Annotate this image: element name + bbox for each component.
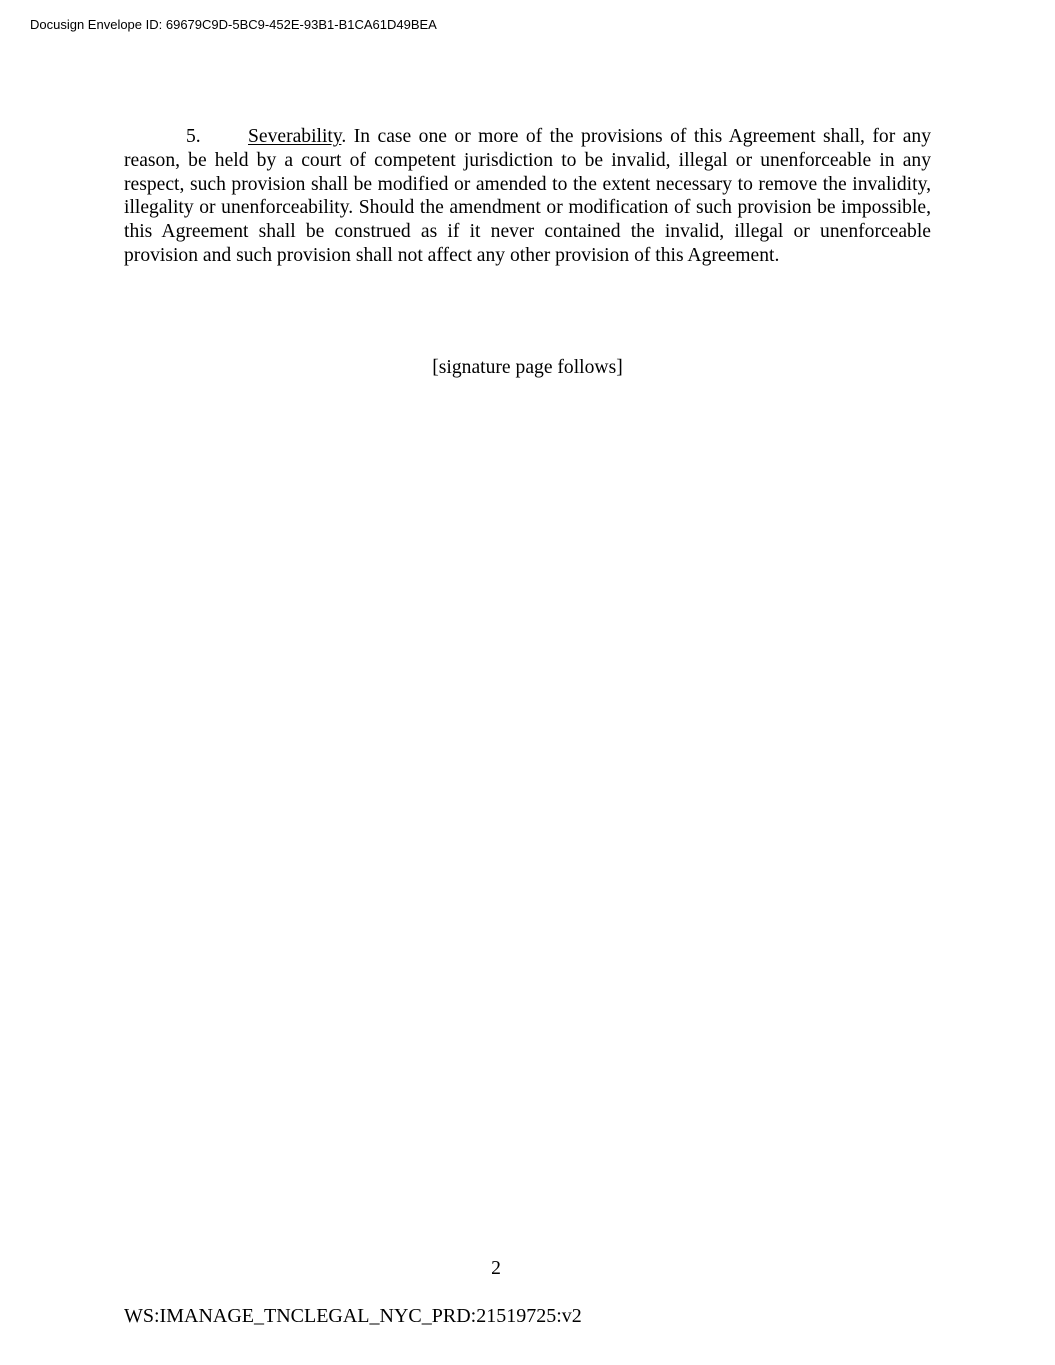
- section-body: . In case one or more of the provisions of this Agreement shall, for any reason, be held by a court of competent jurisdiction to be invalid, illegal or unenforceable in any respect, such provision shall be modified or amended to the extent necessary to remove the invalidity, illegality or unenforceability. Should the amendment or modification of such provision be impossible, this Agreement shall be construed as if it never contained the invalid, illegal or unenforceable provision and such provision shall not affect any other provision of this Agreement.: [124, 126, 931, 266]
- document-reference: WS:IMANAGE_TNCLEGAL_NYC_PRD:21519725:v2: [124, 1305, 582, 1327]
- section-number: 5.: [186, 126, 201, 147]
- page-number: 2: [491, 1258, 501, 1279]
- severability-section: [124, 125, 931, 268]
- section-heading: Severability: [248, 126, 342, 147]
- signature-page-note: [signature page follows]: [432, 357, 623, 378]
- docusign-envelope-id: Docusign Envelope ID: 69679C9D-5BC9-452E-93B1-B1CA61D49BEA: [30, 17, 437, 32]
